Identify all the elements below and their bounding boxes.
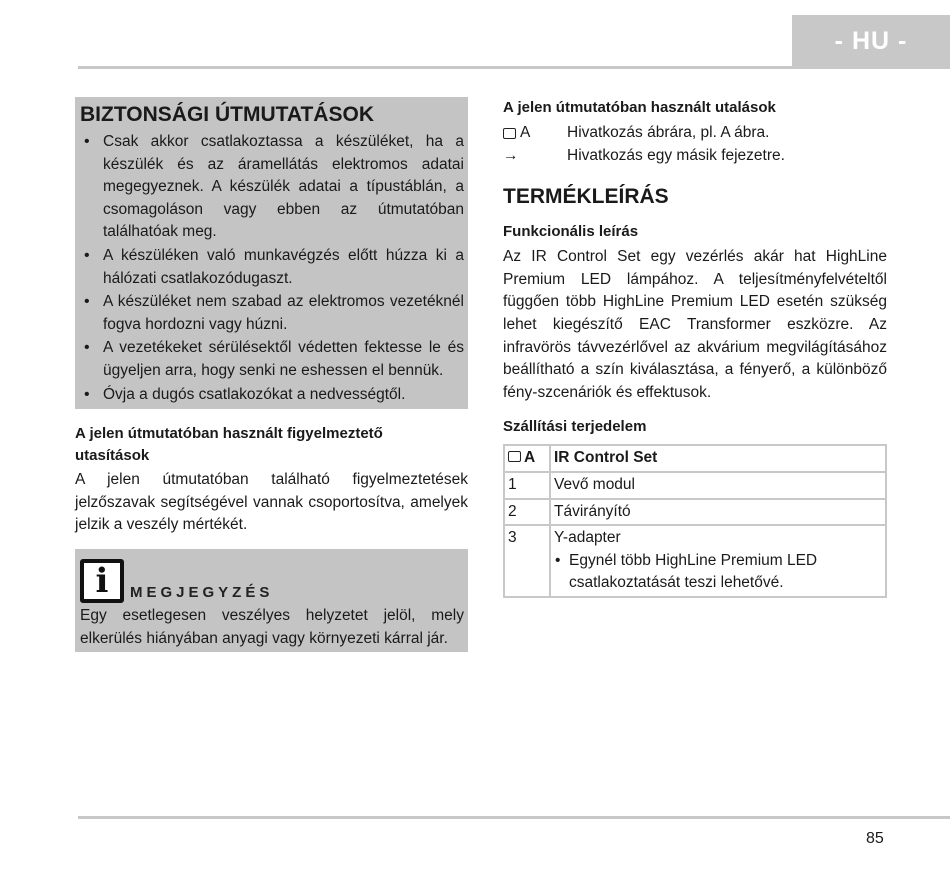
safety-item: • A készüléket nem szabad az elektromos vezetéknél fogva hordozni vagy húzni.	[80, 291, 464, 336]
table-cell: 3	[504, 525, 550, 597]
safety-item: • A készüléken való munkavégzés előtt húzza ki a hálózati csatlakozódugaszt.	[80, 245, 464, 290]
safety-box	[75, 97, 468, 409]
table-header-row	[504, 445, 886, 472]
scope-table	[503, 444, 887, 598]
warnings-text: A jelen útmutatóban található figyelmeztetések jelzőszavak segítségével vannak csoportosítva, amelyek jelzik a veszély mértékét.	[75, 471, 468, 534]
safety-title: BIZTONSÁGI ÚTMUTATÁSOK	[80, 103, 374, 126]
safety-item: • A vezetékeket sérülésektől védetten fektesse le és ügyeljen arra, hogy senki ne eshessen el bennük.	[80, 337, 464, 382]
right-column	[503, 97, 887, 598]
warnings-section	[75, 423, 468, 537]
table-cell: 1	[504, 472, 550, 499]
function-title: Funkcionális leírás	[503, 223, 639, 241]
arrow-right-icon: →	[503, 146, 519, 164]
scope-title: Szállítási terjedelem	[503, 418, 647, 436]
table-cell: 2	[504, 499, 550, 526]
footer-rule	[78, 816, 950, 819]
scope-item-label: Y-adapter	[554, 529, 621, 547]
table-cell: Távirányító	[550, 499, 886, 526]
reference-text: Hivatkozás egy másik fejezetre.	[567, 146, 785, 164]
reference-text: Hivatkozás ábrára, pl. A ábra.	[567, 124, 770, 141]
product-title: TERMÉKLEÍRÁS	[503, 185, 669, 209]
reference-row	[503, 122, 887, 145]
table-row	[504, 525, 886, 597]
safety-list	[80, 131, 464, 406]
note-box	[75, 549, 468, 652]
table-cell: A	[504, 445, 550, 472]
page-number: 85	[866, 830, 884, 847]
reference-key: A	[503, 122, 567, 145]
info-icon: i	[80, 559, 124, 603]
header-rule	[78, 66, 950, 69]
left-column	[75, 97, 468, 652]
reference-key	[503, 145, 567, 168]
note-text: Egy esetlegesen veszélyes helyzetet jelöl, mely elkerülés hiányában anyagi vagy környezeti kárral jár.	[80, 606, 464, 647]
safety-item: • Csak akkor csatlakoztassa a készüléket, ha a készülék és az áramellátás elektromos adatai megegyeznek. A készülék adatai a típustáblán, a csomagoláson vagy ebben az útmutatóban találhatóak meg.	[80, 131, 464, 244]
note-title: MEGJEGYZÉS	[130, 584, 274, 602]
table-cell	[550, 525, 886, 597]
figure-square-icon	[503, 128, 516, 139]
safety-item: • Óvja a dugós csatlakozókat a nedvességtől.	[80, 384, 464, 407]
references-list	[503, 122, 887, 167]
table-cell: IR Control Set	[550, 445, 886, 472]
reference-row	[503, 145, 887, 168]
table-row	[504, 499, 886, 526]
scope-item-note: • Egynél több HighLine Premium LED csatlakoztatását teszi lehetővé.	[554, 550, 882, 595]
language-tab: - HU -	[792, 15, 950, 67]
warnings-title: A jelen útmutatóban használt figyelmeztető utasítások	[75, 425, 383, 465]
table-cell: Vevő modul	[550, 472, 886, 499]
references-title: A jelen útmutatóban használt utalások	[503, 99, 776, 116]
table-row	[504, 472, 886, 499]
note-header	[80, 559, 464, 603]
figure-square-icon	[508, 451, 521, 462]
function-text: Az IR Control Set egy vezérlés akár hat HighLine Premium LED lámpához. A teljesítményfelvételtől függően több HighLine Premium LED esetén szükség lehet kiegészítő EAC Transformer eszközre. Az infravörös távvezérlővel az akvárium megvilágításához beállítható a szín kiválasztása, a fényerő, a különböző fény-szcenáriók és effektusok.	[503, 248, 887, 401]
